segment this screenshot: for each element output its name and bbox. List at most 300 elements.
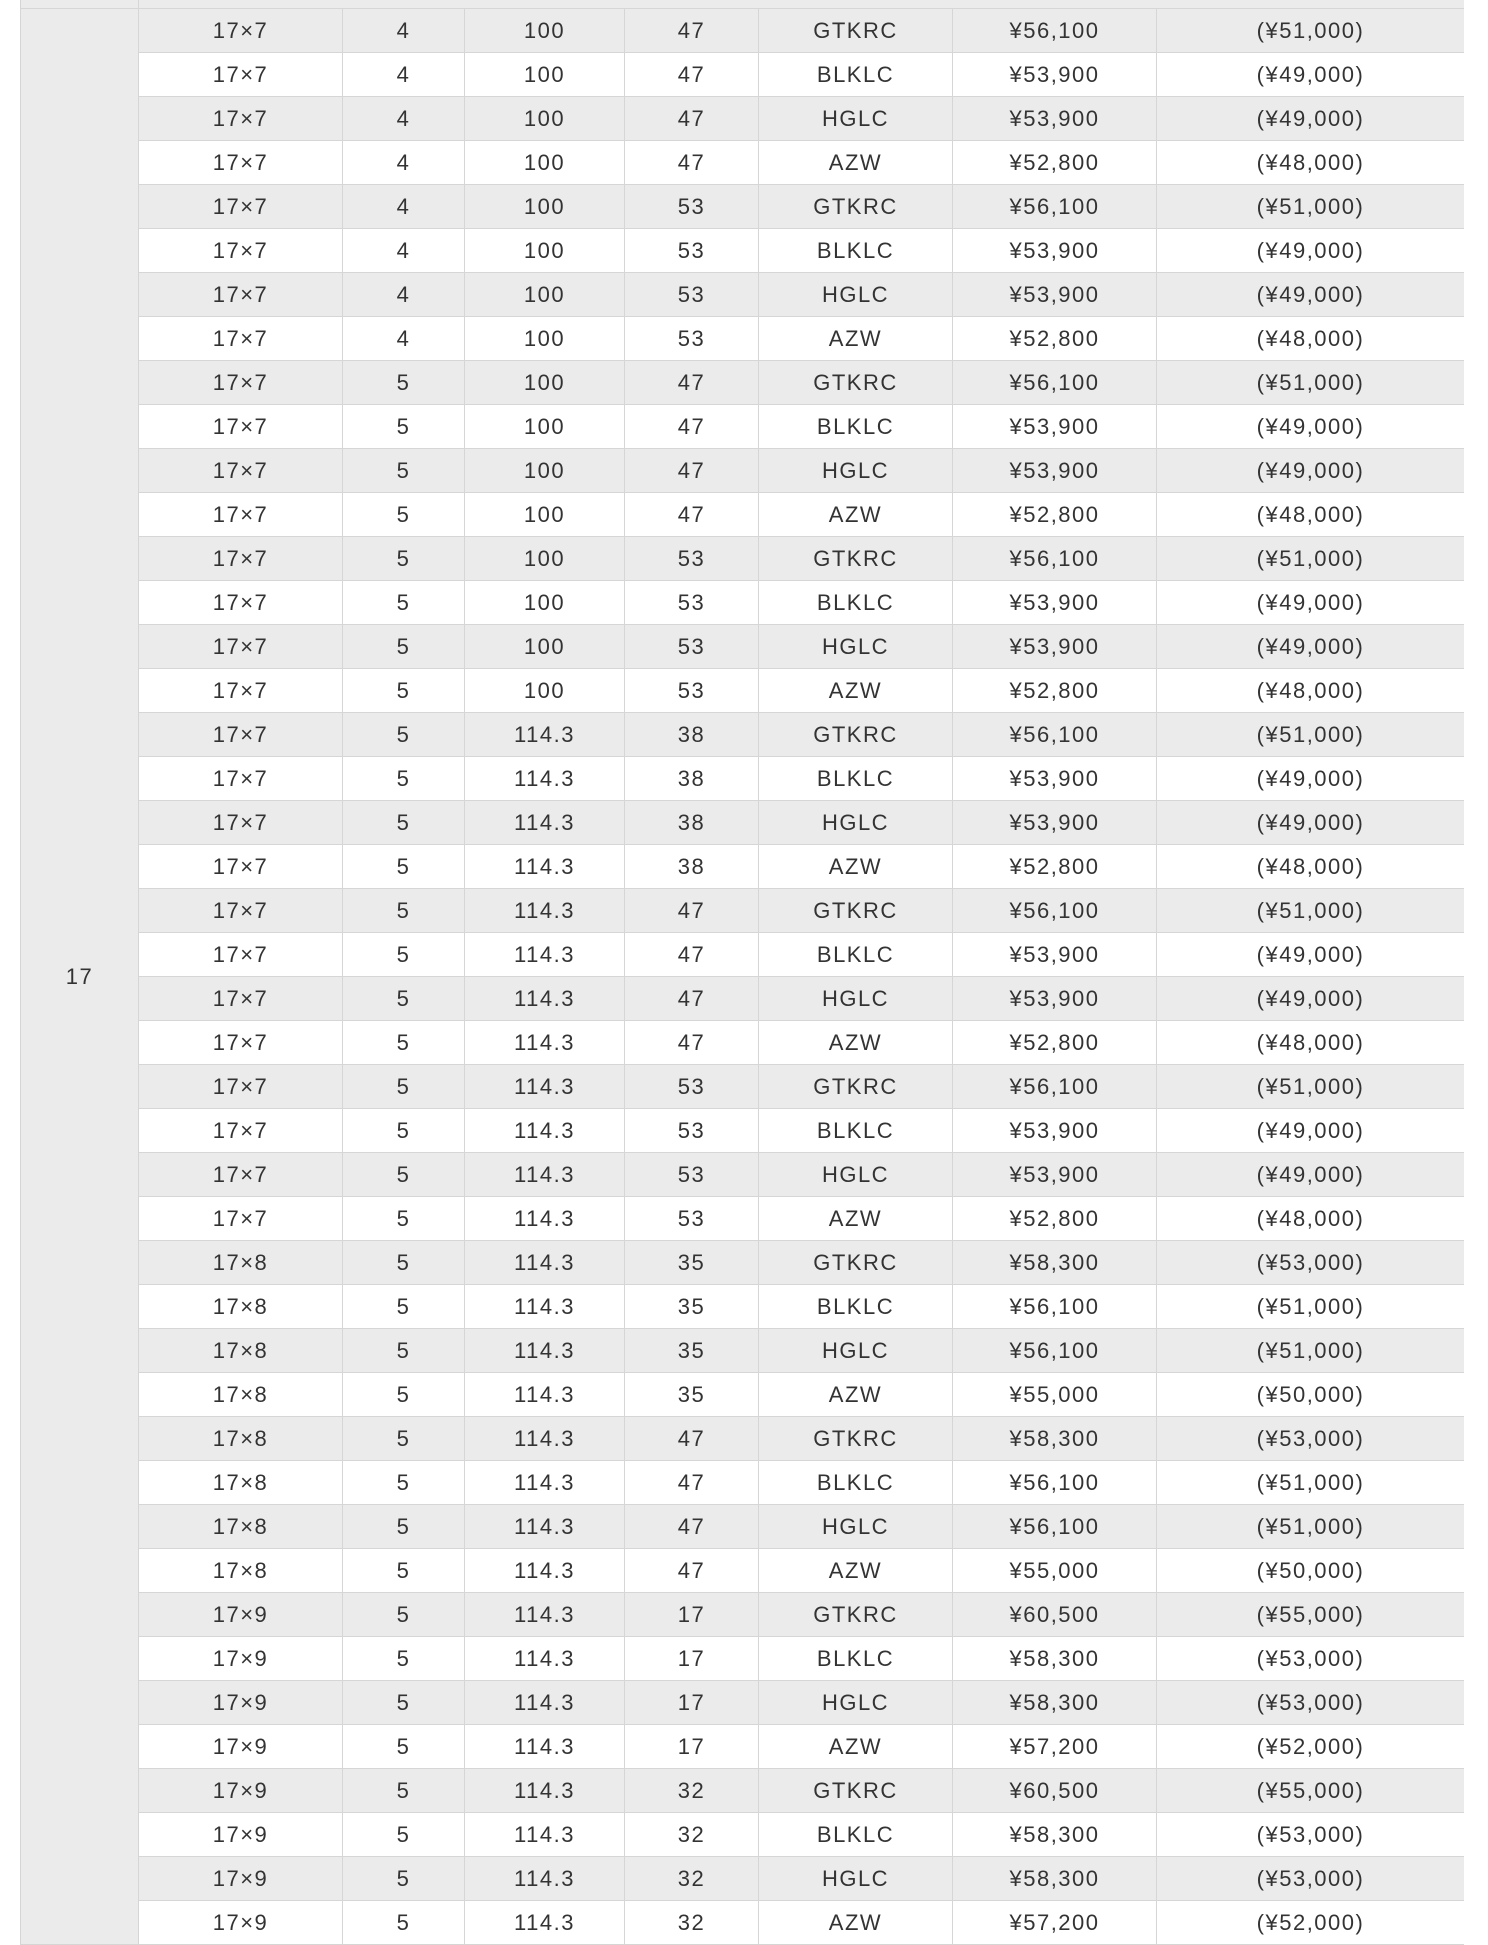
holes-cell: 5 bbox=[343, 801, 465, 845]
offset-cell: 53 bbox=[625, 229, 759, 273]
color-code-cell: HGLC bbox=[759, 625, 953, 669]
offset-cell: 47 bbox=[625, 361, 759, 405]
offset-cell: 47 bbox=[625, 493, 759, 537]
table-row bbox=[21, 1021, 1465, 1065]
price-tax-excluded-cell: (¥49,000) bbox=[1157, 229, 1465, 273]
size-cell: 17×8 bbox=[139, 1417, 343, 1461]
offset-cell: 53 bbox=[625, 1065, 759, 1109]
holes-cell: 5 bbox=[343, 361, 465, 405]
size-cell: 17×7 bbox=[139, 405, 343, 449]
price-tax-excluded-cell: (¥48,000) bbox=[1157, 845, 1465, 889]
table-row bbox=[21, 845, 1465, 889]
table-row bbox=[21, 141, 1465, 185]
price-tax-included-cell: ¥53,900 bbox=[953, 1109, 1157, 1153]
size-cell: 17×7 bbox=[139, 9, 343, 53]
pcd-cell: 100 bbox=[465, 273, 625, 317]
pcd-cell: 114.3 bbox=[465, 1197, 625, 1241]
offset-cell: 38 bbox=[625, 713, 759, 757]
color-code-cell: AZW bbox=[759, 1901, 953, 1945]
offset-cell: 53 bbox=[625, 669, 759, 713]
color-code-cell: BLKLC bbox=[759, 933, 953, 977]
size-cell: 17×9 bbox=[139, 1593, 343, 1637]
size-cell: 17×9 bbox=[139, 1725, 343, 1769]
pcd-cell: 114.3 bbox=[465, 845, 625, 889]
offset-cell: 53 bbox=[625, 625, 759, 669]
pcd-cell: 100 bbox=[465, 405, 625, 449]
size-cell: 17×7 bbox=[139, 317, 343, 361]
holes-cell: 4 bbox=[343, 141, 465, 185]
offset-cell: 53 bbox=[625, 1109, 759, 1153]
holes-cell: 5 bbox=[343, 889, 465, 933]
table-row bbox=[21, 317, 1465, 361]
table-row bbox=[21, 1901, 1465, 1945]
pcd-cell: 114.3 bbox=[465, 1153, 625, 1197]
size-cell: 17×7 bbox=[139, 889, 343, 933]
holes-cell: 5 bbox=[343, 1637, 465, 1681]
pcd-cell: 100 bbox=[465, 53, 625, 97]
table-row bbox=[21, 669, 1465, 713]
offset-cell: 47 bbox=[625, 1461, 759, 1505]
color-code-cell: GTKRC bbox=[759, 361, 953, 405]
holes-cell: 5 bbox=[343, 977, 465, 1021]
price-tax-excluded-cell: (¥55,000) bbox=[1157, 1769, 1465, 1813]
color-code-cell: BLKLC bbox=[759, 229, 953, 273]
table-row bbox=[21, 1197, 1465, 1241]
color-code-cell: AZW bbox=[759, 317, 953, 361]
holes-cell: 5 bbox=[343, 1725, 465, 1769]
holes-cell: 5 bbox=[343, 493, 465, 537]
pcd-cell: 114.3 bbox=[465, 1241, 625, 1285]
wheel-price-table bbox=[20, 0, 1464, 1945]
color-code-cell: AZW bbox=[759, 1021, 953, 1065]
offset-cell: 47 bbox=[625, 1505, 759, 1549]
price-tax-excluded-cell: (¥51,000) bbox=[1157, 537, 1465, 581]
table-row bbox=[21, 1417, 1465, 1461]
price-tax-included-cell: ¥57,200 bbox=[953, 1901, 1157, 1945]
pcd-cell: 114.3 bbox=[465, 1505, 625, 1549]
table-row bbox=[21, 977, 1465, 1021]
price-tax-included-cell: ¥53,900 bbox=[953, 581, 1157, 625]
pcd-cell: 114.3 bbox=[465, 1285, 625, 1329]
color-code-cell: AZW bbox=[759, 493, 953, 537]
offset-cell: 35 bbox=[625, 1241, 759, 1285]
price-tax-included-cell: ¥53,900 bbox=[953, 977, 1157, 1021]
price-tax-included-cell: ¥53,900 bbox=[953, 801, 1157, 845]
table-row bbox=[21, 1065, 1465, 1109]
price-tax-excluded-cell: (¥50,000) bbox=[1157, 1549, 1465, 1593]
table-row bbox=[21, 1153, 1465, 1197]
offset-cell: 38 bbox=[625, 801, 759, 845]
pcd-cell: 114.3 bbox=[465, 1769, 625, 1813]
size-cell: 17×7 bbox=[139, 625, 343, 669]
price-tax-included-cell: ¥53,900 bbox=[953, 53, 1157, 97]
size-cell: 17×9 bbox=[139, 1857, 343, 1901]
offset-cell: 47 bbox=[625, 449, 759, 493]
size-cell: 17×7 bbox=[139, 581, 343, 625]
pcd-cell: 114.3 bbox=[465, 1021, 625, 1065]
pcd-cell: 114.3 bbox=[465, 977, 625, 1021]
price-tax-included-cell: ¥56,100 bbox=[953, 713, 1157, 757]
price-tax-included-cell: ¥60,500 bbox=[953, 1769, 1157, 1813]
color-code-cell: HGLC bbox=[759, 97, 953, 141]
holes-cell: 5 bbox=[343, 1593, 465, 1637]
price-tax-excluded-cell: (¥51,000) bbox=[1157, 713, 1465, 757]
price-tax-excluded-cell: (¥49,000) bbox=[1157, 53, 1465, 97]
color-code-cell: GTKRC bbox=[759, 1769, 953, 1813]
price-tax-included-cell: ¥56,100 bbox=[953, 537, 1157, 581]
size-cell: 17×8 bbox=[139, 1285, 343, 1329]
price-table-container bbox=[20, 0, 1464, 1945]
table-row bbox=[21, 1373, 1465, 1417]
table-row bbox=[21, 889, 1465, 933]
table-row bbox=[21, 1285, 1465, 1329]
price-tax-excluded-cell: (¥51,000) bbox=[1157, 1461, 1465, 1505]
color-code-cell: HGLC bbox=[759, 801, 953, 845]
price-tax-excluded-cell: (¥48,000) bbox=[1157, 317, 1465, 361]
size-cell: 17×9 bbox=[139, 1637, 343, 1681]
color-code-cell: AZW bbox=[759, 845, 953, 889]
size-cell: 17×8 bbox=[139, 1461, 343, 1505]
table-row bbox=[21, 1549, 1465, 1593]
pcd-cell: 100 bbox=[465, 581, 625, 625]
price-tax-included-cell: ¥58,300 bbox=[953, 1857, 1157, 1901]
table-row bbox=[21, 1109, 1465, 1153]
pcd-cell: 100 bbox=[465, 449, 625, 493]
pcd-cell: 100 bbox=[465, 669, 625, 713]
table-row bbox=[21, 1681, 1465, 1725]
color-code-cell: HGLC bbox=[759, 449, 953, 493]
color-code-cell: BLKLC bbox=[759, 1813, 953, 1857]
price-tax-excluded-cell: (¥48,000) bbox=[1157, 669, 1465, 713]
offset-cell: 17 bbox=[625, 1725, 759, 1769]
price-tax-excluded-cell: (¥51,000) bbox=[1157, 361, 1465, 405]
offset-cell: 53 bbox=[625, 185, 759, 229]
previous-group-cell bbox=[21, 0, 139, 9]
price-tax-included-cell: ¥58,300 bbox=[953, 1241, 1157, 1285]
holes-cell: 5 bbox=[343, 1065, 465, 1109]
table-row bbox=[21, 581, 1465, 625]
offset-cell: 53 bbox=[625, 1153, 759, 1197]
offset-cell: 35 bbox=[625, 1285, 759, 1329]
price-tax-excluded-cell: (¥51,000) bbox=[1157, 889, 1465, 933]
price-tax-included-cell: ¥56,100 bbox=[953, 1461, 1157, 1505]
color-code-cell: AZW bbox=[759, 1725, 953, 1769]
size-cell: 17×7 bbox=[139, 713, 343, 757]
price-tax-included-cell: ¥52,800 bbox=[953, 493, 1157, 537]
holes-cell: 5 bbox=[343, 449, 465, 493]
table-row bbox=[21, 97, 1465, 141]
table-row bbox=[21, 1241, 1465, 1285]
holes-cell: 5 bbox=[343, 625, 465, 669]
color-code-cell: HGLC bbox=[759, 1857, 953, 1901]
rim-diameter-group-cell: 17 bbox=[21, 9, 139, 1945]
pcd-cell: 114.3 bbox=[465, 1857, 625, 1901]
holes-cell: 4 bbox=[343, 9, 465, 53]
price-tax-included-cell: ¥58,300 bbox=[953, 1637, 1157, 1681]
price-tax-included-cell: ¥52,800 bbox=[953, 141, 1157, 185]
table-row bbox=[21, 625, 1465, 669]
price-tax-excluded-cell: (¥49,000) bbox=[1157, 581, 1465, 625]
size-cell: 17×7 bbox=[139, 1153, 343, 1197]
pcd-cell: 100 bbox=[465, 141, 625, 185]
price-tax-excluded-cell: (¥49,000) bbox=[1157, 801, 1465, 845]
pcd-cell: 114.3 bbox=[465, 1065, 625, 1109]
offset-cell: 47 bbox=[625, 1021, 759, 1065]
price-tax-included-cell: ¥56,100 bbox=[953, 361, 1157, 405]
price-tax-excluded-cell: (¥50,000) bbox=[1157, 1373, 1465, 1417]
size-cell: 17×7 bbox=[139, 757, 343, 801]
price-tax-excluded-cell: (¥49,000) bbox=[1157, 97, 1465, 141]
pcd-cell: 114.3 bbox=[465, 713, 625, 757]
offset-cell: 47 bbox=[625, 9, 759, 53]
pcd-cell: 114.3 bbox=[465, 1593, 625, 1637]
price-tax-excluded-cell: (¥52,000) bbox=[1157, 1725, 1465, 1769]
price-tax-included-cell: ¥53,900 bbox=[953, 449, 1157, 493]
color-code-cell: AZW bbox=[759, 669, 953, 713]
table-row bbox=[21, 405, 1465, 449]
offset-cell: 53 bbox=[625, 317, 759, 361]
price-tax-included-cell: ¥56,100 bbox=[953, 889, 1157, 933]
price-tax-excluded-cell: (¥48,000) bbox=[1157, 1021, 1465, 1065]
price-tax-excluded-cell: (¥51,000) bbox=[1157, 1505, 1465, 1549]
pcd-cell: 100 bbox=[465, 493, 625, 537]
price-tax-included-cell: ¥53,900 bbox=[953, 1153, 1157, 1197]
offset-cell: 47 bbox=[625, 1549, 759, 1593]
color-code-cell: AZW bbox=[759, 1549, 953, 1593]
table-row bbox=[21, 757, 1465, 801]
table-row bbox=[21, 1857, 1465, 1901]
table-row bbox=[21, 185, 1465, 229]
color-code-cell: GTKRC bbox=[759, 537, 953, 581]
holes-cell: 5 bbox=[343, 1285, 465, 1329]
size-cell: 17×7 bbox=[139, 977, 343, 1021]
pcd-cell: 100 bbox=[465, 625, 625, 669]
size-cell: 17×7 bbox=[139, 449, 343, 493]
holes-cell: 4 bbox=[343, 273, 465, 317]
holes-cell: 5 bbox=[343, 1813, 465, 1857]
size-cell: 17×9 bbox=[139, 1681, 343, 1725]
offset-cell: 35 bbox=[625, 1373, 759, 1417]
holes-cell: 5 bbox=[343, 1857, 465, 1901]
size-cell: 17×7 bbox=[139, 141, 343, 185]
offset-cell: 32 bbox=[625, 1857, 759, 1901]
price-tax-included-cell: ¥52,800 bbox=[953, 669, 1157, 713]
price-tax-included-cell: ¥53,900 bbox=[953, 273, 1157, 317]
price-tax-included-cell: ¥58,300 bbox=[953, 1417, 1157, 1461]
color-code-cell: GTKRC bbox=[759, 185, 953, 229]
table-row bbox=[21, 273, 1465, 317]
offset-cell: 35 bbox=[625, 1329, 759, 1373]
size-cell: 17×7 bbox=[139, 97, 343, 141]
size-cell: 17×7 bbox=[139, 361, 343, 405]
offset-cell: 47 bbox=[625, 405, 759, 449]
price-tax-included-cell: ¥56,100 bbox=[953, 1285, 1157, 1329]
color-code-cell: BLKLC bbox=[759, 1637, 953, 1681]
price-tax-excluded-cell: (¥48,000) bbox=[1157, 1197, 1465, 1241]
pcd-cell: 114.3 bbox=[465, 1549, 625, 1593]
offset-cell: 17 bbox=[625, 1637, 759, 1681]
holes-cell: 4 bbox=[343, 185, 465, 229]
size-cell: 17×9 bbox=[139, 1769, 343, 1813]
price-tax-excluded-cell: (¥48,000) bbox=[1157, 141, 1465, 185]
table-row bbox=[21, 1461, 1465, 1505]
size-cell: 17×7 bbox=[139, 933, 343, 977]
price-tax-excluded-cell: (¥49,000) bbox=[1157, 273, 1465, 317]
pcd-cell: 114.3 bbox=[465, 801, 625, 845]
size-cell: 17×7 bbox=[139, 53, 343, 97]
size-cell: 17×7 bbox=[139, 669, 343, 713]
table-row bbox=[21, 537, 1465, 581]
color-code-cell: BLKLC bbox=[759, 1109, 953, 1153]
offset-cell: 47 bbox=[625, 53, 759, 97]
price-tax-included-cell: ¥53,900 bbox=[953, 933, 1157, 977]
offset-cell: 32 bbox=[625, 1769, 759, 1813]
offset-cell: 53 bbox=[625, 537, 759, 581]
price-tax-excluded-cell: (¥53,000) bbox=[1157, 1857, 1465, 1901]
holes-cell: 5 bbox=[343, 1153, 465, 1197]
holes-cell: 5 bbox=[343, 1505, 465, 1549]
color-code-cell: GTKRC bbox=[759, 889, 953, 933]
offset-cell: 53 bbox=[625, 581, 759, 625]
price-tax-excluded-cell: (¥51,000) bbox=[1157, 9, 1465, 53]
pcd-cell: 100 bbox=[465, 185, 625, 229]
offset-cell: 38 bbox=[625, 757, 759, 801]
table-row bbox=[21, 801, 1465, 845]
color-code-cell: BLKLC bbox=[759, 581, 953, 625]
holes-cell: 5 bbox=[343, 581, 465, 625]
offset-cell: 47 bbox=[625, 889, 759, 933]
price-tax-excluded-cell: (¥53,000) bbox=[1157, 1637, 1465, 1681]
table-row bbox=[21, 229, 1465, 273]
offset-cell: 47 bbox=[625, 97, 759, 141]
pcd-cell: 114.3 bbox=[465, 1681, 625, 1725]
offset-cell: 47 bbox=[625, 933, 759, 977]
holes-cell: 5 bbox=[343, 1197, 465, 1241]
holes-cell: 5 bbox=[343, 1549, 465, 1593]
price-tax-included-cell: ¥52,800 bbox=[953, 317, 1157, 361]
color-code-cell: AZW bbox=[759, 1373, 953, 1417]
table-row bbox=[21, 1813, 1465, 1857]
color-code-cell: GTKRC bbox=[759, 1241, 953, 1285]
price-tax-excluded-cell: (¥49,000) bbox=[1157, 1109, 1465, 1153]
size-cell: 17×9 bbox=[139, 1813, 343, 1857]
pcd-cell: 114.3 bbox=[465, 1901, 625, 1945]
size-cell: 17×7 bbox=[139, 1065, 343, 1109]
table-row bbox=[21, 9, 1465, 53]
price-tax-included-cell: ¥60,500 bbox=[953, 1593, 1157, 1637]
price-tax-included-cell: ¥53,900 bbox=[953, 97, 1157, 141]
price-tax-included-cell: ¥55,000 bbox=[953, 1373, 1157, 1417]
offset-cell: 17 bbox=[625, 1681, 759, 1725]
table-row bbox=[21, 1769, 1465, 1813]
price-tax-excluded-cell: (¥55,000) bbox=[1157, 1593, 1465, 1637]
size-cell: 17×7 bbox=[139, 537, 343, 581]
color-code-cell: HGLC bbox=[759, 1681, 953, 1725]
color-code-cell: AZW bbox=[759, 1197, 953, 1241]
holes-cell: 4 bbox=[343, 317, 465, 361]
color-code-cell: GTKRC bbox=[759, 1417, 953, 1461]
color-code-cell: BLKLC bbox=[759, 53, 953, 97]
holes-cell: 5 bbox=[343, 1681, 465, 1725]
offset-cell: 38 bbox=[625, 845, 759, 889]
holes-cell: 4 bbox=[343, 97, 465, 141]
pcd-cell: 114.3 bbox=[465, 757, 625, 801]
size-cell: 17×7 bbox=[139, 1109, 343, 1153]
price-tax-included-cell: ¥58,300 bbox=[953, 1681, 1157, 1725]
pcd-cell: 114.3 bbox=[465, 1725, 625, 1769]
holes-cell: 5 bbox=[343, 713, 465, 757]
table-row bbox=[21, 361, 1465, 405]
offset-cell: 47 bbox=[625, 1417, 759, 1461]
table-row bbox=[21, 1505, 1465, 1549]
holes-cell: 5 bbox=[343, 1373, 465, 1417]
price-tax-excluded-cell: (¥53,000) bbox=[1157, 1417, 1465, 1461]
holes-cell: 4 bbox=[343, 229, 465, 273]
color-code-cell: GTKRC bbox=[759, 9, 953, 53]
size-cell: 17×8 bbox=[139, 1549, 343, 1593]
pcd-cell: 114.3 bbox=[465, 1417, 625, 1461]
size-cell: 17×7 bbox=[139, 801, 343, 845]
price-tax-included-cell: ¥53,900 bbox=[953, 625, 1157, 669]
size-cell: 17×7 bbox=[139, 493, 343, 537]
color-code-cell: BLKLC bbox=[759, 1285, 953, 1329]
price-tax-included-cell: ¥52,800 bbox=[953, 1021, 1157, 1065]
pcd-cell: 114.3 bbox=[465, 1329, 625, 1373]
table-row bbox=[21, 933, 1465, 977]
pcd-cell: 100 bbox=[465, 229, 625, 273]
price-tax-excluded-cell: (¥48,000) bbox=[1157, 493, 1465, 537]
color-code-cell: GTKRC bbox=[759, 1065, 953, 1109]
holes-cell: 5 bbox=[343, 1461, 465, 1505]
holes-cell: 5 bbox=[343, 933, 465, 977]
holes-cell: 5 bbox=[343, 537, 465, 581]
size-cell: 17×7 bbox=[139, 845, 343, 889]
pcd-cell: 114.3 bbox=[465, 1813, 625, 1857]
size-cell: 17×8 bbox=[139, 1329, 343, 1373]
price-tax-included-cell: ¥53,900 bbox=[953, 229, 1157, 273]
offset-cell: 17 bbox=[625, 1593, 759, 1637]
color-code-cell: BLKLC bbox=[759, 757, 953, 801]
price-tax-included-cell: ¥52,800 bbox=[953, 845, 1157, 889]
holes-cell: 5 bbox=[343, 1417, 465, 1461]
pcd-cell: 114.3 bbox=[465, 1373, 625, 1417]
holes-cell: 5 bbox=[343, 1329, 465, 1373]
price-tax-included-cell: ¥56,100 bbox=[953, 1329, 1157, 1373]
price-tax-excluded-cell: (¥53,000) bbox=[1157, 1681, 1465, 1725]
price-tax-excluded-cell: (¥53,000) bbox=[1157, 1241, 1465, 1285]
size-cell: 17×7 bbox=[139, 273, 343, 317]
table-row bbox=[21, 493, 1465, 537]
offset-cell: 47 bbox=[625, 977, 759, 1021]
holes-cell: 5 bbox=[343, 1109, 465, 1153]
price-tax-excluded-cell: (¥49,000) bbox=[1157, 405, 1465, 449]
holes-cell: 4 bbox=[343, 53, 465, 97]
size-cell: 17×8 bbox=[139, 1373, 343, 1417]
pcd-cell: 114.3 bbox=[465, 933, 625, 977]
table-row bbox=[21, 1593, 1465, 1637]
pcd-cell: 100 bbox=[465, 361, 625, 405]
table-row bbox=[21, 1329, 1465, 1373]
price-tax-excluded-cell: (¥52,000) bbox=[1157, 1901, 1465, 1945]
color-code-cell: HGLC bbox=[759, 1153, 953, 1197]
holes-cell: 5 bbox=[343, 1769, 465, 1813]
color-code-cell: AZW bbox=[759, 141, 953, 185]
pcd-cell: 100 bbox=[465, 317, 625, 361]
price-tax-excluded-cell: (¥51,000) bbox=[1157, 1329, 1465, 1373]
table-row bbox=[21, 713, 1465, 757]
price-tax-included-cell: ¥53,900 bbox=[953, 405, 1157, 449]
color-code-cell: HGLC bbox=[759, 1329, 953, 1373]
